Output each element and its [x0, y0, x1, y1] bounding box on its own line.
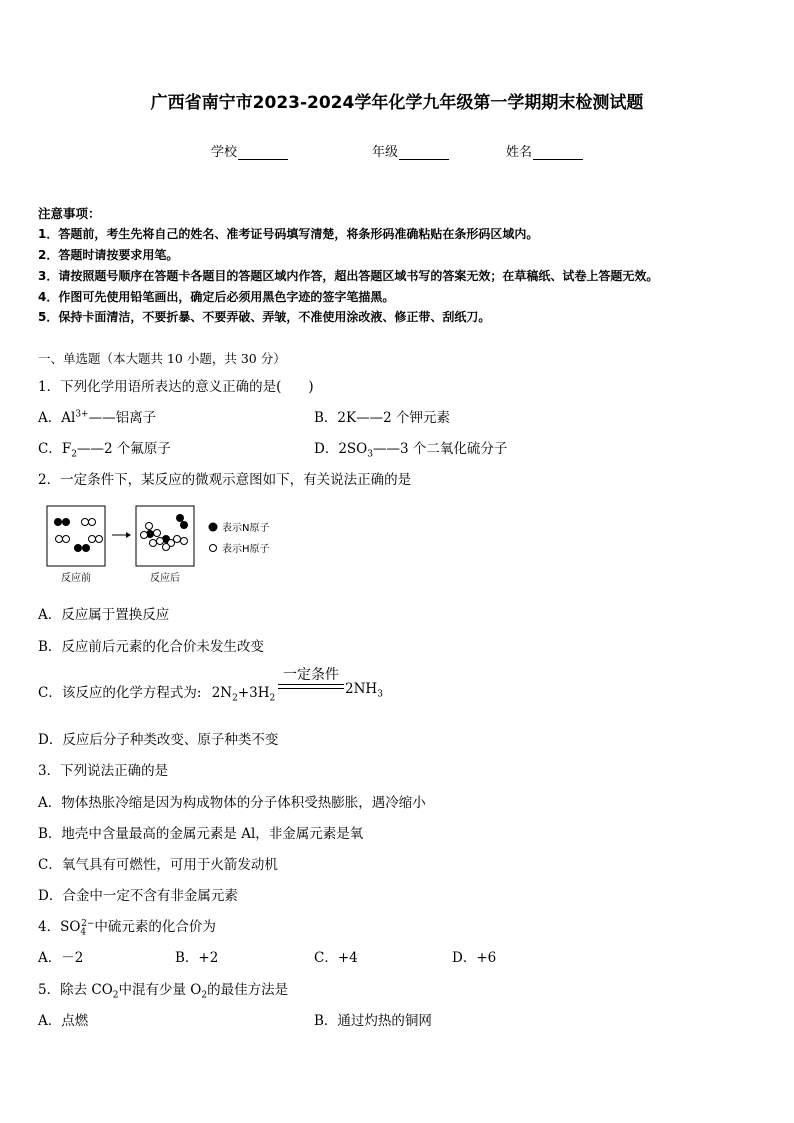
reaction-diagram-svg — [46, 503, 286, 585]
q5-option-a: A．点燃 — [38, 1013, 89, 1029]
name-label: 姓名 — [506, 145, 533, 160]
h-atom — [56, 536, 63, 543]
h-atom — [96, 536, 103, 543]
n-atom — [54, 518, 62, 526]
note-item: 4．作图可先使用铅笔画出，确定后必须用黑色字迹的签字笔描黑。 — [38, 290, 395, 304]
arrow-head — [126, 532, 131, 538]
q1-option-d: D．$2SO_3——3$ 个二氧化硫分子 — [314, 441, 508, 460]
q3-option-a: A．物体热胀冷缩是因为构成物体的分子体积受热膨胀，遇冷缩小 — [38, 795, 426, 811]
question-2-stem: 2．一定条件下，某反应的微观示意图如下，有关说法正确的是 — [38, 472, 412, 488]
h-atom — [150, 540, 157, 547]
q4-option-a: A．－2 — [38, 950, 84, 966]
h-atom — [82, 519, 89, 526]
school-label: 学校 — [211, 145, 238, 160]
before-box — [47, 506, 105, 566]
n-atom — [176, 514, 184, 522]
caption-after: 反应后 — [150, 573, 180, 584]
q2-option-b: B．反应前后元素的化合价未发生改变 — [38, 639, 264, 655]
legend-n-marker — [209, 523, 218, 532]
grade-blank — [399, 147, 449, 160]
question-5-stem: 5．除去 $CO_2$中混有少量 $O_2$的最佳方法是 — [38, 982, 289, 1001]
question-1-stem: 1．下列化学用语所表达的意义正确的是( ) — [38, 379, 314, 395]
h-atom — [163, 544, 170, 551]
note-item: 2．答题时请按要求用笔。 — [38, 248, 179, 262]
q1-option-b: B．2K——2 个钾元素 — [314, 410, 450, 426]
legend-h-marker — [210, 545, 217, 552]
h-atom — [181, 538, 188, 545]
note-item: 5．保持卡面清洁，不要折暴、不要弄破、弄皱，不准使用涂改液、修正带、刮纸刀。 — [38, 310, 491, 324]
h-atom — [89, 519, 96, 526]
h-atom — [157, 538, 164, 545]
h-atom — [89, 536, 96, 543]
page-title: 广西省南宁市2023-2024学年化学九年级第一学期期末检测试题 — [150, 93, 644, 113]
legend-h-text: 表示H原子 — [222, 544, 270, 555]
grade-label: 年级 — [372, 145, 399, 160]
equation-condition: 一定条件 — [283, 667, 339, 683]
school-field — [211, 141, 288, 160]
school-blank — [238, 147, 288, 160]
q1-option-c: C．$F_2——2$ 个氟原子 — [38, 441, 171, 460]
q3-option-c: C．氧气具有可燃性，可用于火箭发动机 — [38, 857, 278, 873]
q3-option-d: D．合金中一定不含有非金属元素 — [38, 888, 238, 904]
q5-option-b: B．通过灼热的铜网 — [314, 1013, 432, 1029]
caption-before: 反应前 — [61, 573, 91, 584]
q2-option-d: D．反应后分子种类改变、原子种类不变 — [38, 732, 279, 748]
note-item: 1．答题前，考生先将自己的姓名、准考证号码填写清楚，将条形码准确粘贴在条形码区域内。 — [38, 227, 539, 241]
question-3-stem: 3．下列说法正确的是 — [38, 763, 169, 779]
q2-option-a: A．反应属于置换反应 — [38, 607, 170, 623]
n-atom — [180, 521, 188, 529]
equation-rhs: $2NH_3$ — [345, 681, 383, 700]
h-atom — [141, 532, 148, 539]
q1-option-a: A．$Al^{3+}——$铝离子 — [38, 409, 157, 426]
n-atom — [82, 544, 90, 552]
h-atom — [154, 530, 161, 537]
q4-option-d: D．+6 — [452, 950, 497, 966]
equation-lhs: $2N_2+3H_2$ — [211, 685, 276, 704]
question-4-stem: 4．$SO_4^{2-}$中硫元素的化合价为 — [38, 918, 216, 938]
legend-n-text: 表示N原子 — [222, 523, 270, 534]
reaction-diagram — [46, 503, 286, 589]
q2-option-c: C．该反应的化学方程式为: $2N_2+3H_2$ — [38, 685, 276, 704]
h-atom — [146, 523, 153, 530]
q4-option-b: B．+2 — [175, 950, 219, 966]
n-atom — [74, 544, 82, 552]
q3-option-b: B．地壳中含量最高的金属元素是 Al，非金属元素是氧 — [38, 826, 364, 842]
section-heading: 一、单选题（本大题共 10 小题，共 30 分） — [38, 351, 286, 366]
note-item: 3．请按照题号顺序在答题卡各题目的答题区域内作答，超出答题区域书写的答案无效；在草稿纸、试卷上答题无效。 — [38, 269, 659, 283]
equation-equals-sign — [278, 684, 344, 689]
n-atom — [62, 518, 70, 526]
h-atom — [174, 536, 181, 543]
name-field — [506, 141, 583, 160]
q4-option-c: C．+4 — [314, 950, 358, 966]
notes-heading: 注意事项： — [38, 206, 101, 221]
h-atom — [63, 536, 70, 543]
name-blank — [533, 147, 583, 160]
grade-field — [372, 141, 449, 160]
